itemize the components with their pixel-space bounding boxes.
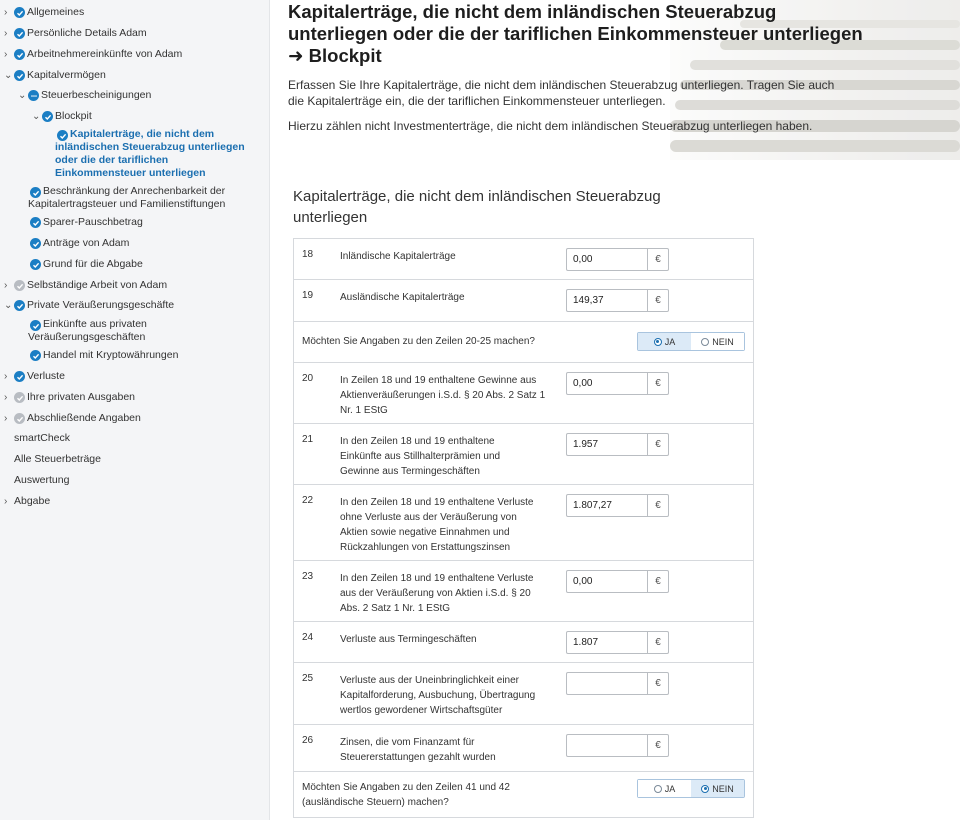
check-circle-icon	[14, 7, 25, 18]
option-nein[interactable]: NEIN	[691, 333, 744, 350]
sidebar-item-selbstaendige-arbeit[interactable]: › Selbständige Arbeit von Adam	[4, 279, 168, 291]
sidebar-navigation	[0, 0, 270, 820]
sidebar-item-steuerbescheinigungen[interactable]: ⌄ Steuerbescheinigungen	[18, 89, 152, 101]
radio-unchecked-icon	[701, 338, 709, 346]
euro-icon: €	[648, 672, 669, 695]
sidebar-item-antraege[interactable]: Anträge von Adam	[30, 237, 129, 250]
ja-nein-toggle[interactable]	[637, 779, 745, 798]
table-row-21: 21 In den Zeilen 18 und 19 enthaltene Einkünfte aus Stillhalterprämien und Gewinne aus Termingeschäften 1.957 €	[294, 424, 753, 485]
check-circle-icon	[14, 49, 25, 60]
sidebar-item-allgemeines[interactable]: › Allgemeines	[4, 6, 85, 18]
check-circle-icon	[30, 238, 41, 249]
sidebar-item-krypto[interactable]: Handel mit Kryptowährungen	[30, 349, 178, 362]
check-circle-icon	[30, 320, 41, 331]
sidebar-item-arbeitnehmereinkuenfte[interactable]: › Arbeitnehmereinkünfte von Adam	[4, 48, 183, 60]
check-circle-icon	[30, 350, 41, 361]
euro-icon: €	[648, 631, 669, 654]
amount-input-22[interactable]: 1.807,27 €	[566, 494, 669, 517]
option-ja[interactable]: JA	[638, 333, 691, 350]
euro-icon: €	[648, 248, 669, 271]
amount-input-21[interactable]: 1.957 €	[566, 433, 669, 456]
radio-unchecked-icon	[654, 785, 662, 793]
check-circle-icon	[30, 187, 41, 198]
check-circle-partial-icon	[14, 392, 25, 403]
sidebar-item-private-ausgaben[interactable]: › Ihre privaten Ausgaben	[4, 391, 135, 403]
table-row-26: 26 Zinsen, die vom Finanzamt für Steuererstattungen gezahlt wurden €	[294, 725, 753, 772]
euro-icon: €	[648, 570, 669, 593]
euro-icon: €	[648, 289, 669, 312]
check-circle-icon	[42, 111, 53, 122]
sidebar-item-alle-steuerbetraege[interactable]: Alle Steuerbeträge	[14, 453, 101, 465]
check-circle-icon	[57, 130, 68, 141]
chevron-right-icon: ›	[4, 49, 8, 60]
sidebar-item-beschraenkung[interactable]: Beschränkung der Anrechenbarkeit der Kapitalertragsteuer und Familienstiftungen	[28, 185, 226, 210]
table-row-22: 22 In den Zeilen 18 und 19 enthaltene Verluste ohne Verluste aus der Veräußerung von Aktien sowie negative Einnahmen und Rückzahlungen von Erstattungszinsen 1.807,27 €	[294, 485, 753, 561]
intro-note: Hierzu zählen nicht Investmenterträge, die nicht dem inländischen Steuerabzug unterliegen haben.	[288, 119, 813, 133]
chevron-right-icon: ›	[4, 28, 8, 39]
sidebar-item-blockpit[interactable]: ⌄ Blockpit	[32, 110, 92, 122]
question-row-zeilen-20-25: Möchten Sie Angaben zu den Zeilen 20-25 machen? JA NEIN	[294, 322, 753, 363]
amount-input-19[interactable]: 149,37 €	[566, 289, 669, 312]
table-row-23: 23 In den Zeilen 18 und 19 enthaltene Verluste aus der Veräußerung von Aktien i.S.d. § 20 Abs. 2 Satz 1 Nr. 1 EStG 0,00 €	[294, 561, 753, 622]
sidebar-item-kapitalvermoegen[interactable]: ⌄ Kapitalvermögen	[4, 69, 106, 81]
chevron-right-icon: ›	[4, 280, 8, 291]
check-circle-icon	[14, 300, 25, 311]
check-circle-pending-icon	[14, 413, 25, 424]
euro-icon: €	[648, 433, 669, 456]
page-title: Kapitalerträge, die nicht dem inländischen Steuerabzug unterliegen oder die der tariflichen Einkommensteuer unterliegen ➜ Blockpit	[288, 1, 863, 66]
chevron-right-icon: ›	[4, 392, 8, 403]
chevron-down-icon: ⌄	[18, 90, 27, 101]
check-circle-icon	[14, 70, 25, 81]
amount-input-23[interactable]: 0,00 €	[566, 570, 669, 593]
amount-input-26[interactable]	[566, 734, 669, 757]
chevron-right-icon: ›	[4, 496, 8, 507]
chevron-right-icon: ›	[4, 7, 8, 18]
sidebar-item-grund-abgabe[interactable]: Grund für die Abgabe	[30, 258, 143, 271]
amount-input-18[interactable]: 0,00 €	[566, 248, 669, 271]
option-ja[interactable]: JA	[638, 780, 691, 797]
euro-icon: €	[648, 734, 669, 757]
sidebar-item-auswertung[interactable]: Auswertung	[14, 474, 70, 486]
sidebar-item-sparer-pauschbetrag[interactable]: Sparer-Pauschbetrag	[30, 216, 143, 229]
check-circle-partial-icon	[14, 280, 25, 291]
sidebar-item-smartcheck[interactable]: smartCheck	[14, 432, 71, 444]
amount-input-25[interactable]	[566, 672, 669, 695]
table-row-24: 24 Verluste aus Termingeschäften 1.807 €	[294, 622, 753, 663]
table-row-18: 18 Inländische Kapitalerträge 0,00 €	[294, 239, 753, 280]
radio-checked-icon	[654, 338, 662, 346]
table-row-19: 19 Ausländische Kapitalerträge 149,37 €	[294, 280, 753, 322]
table-row-20: 20 In Zeilen 18 und 19 enthaltene Gewinne aus Aktienveräußerungen i.S.d. § 20 Abs. 2 Satz 1 Nr. 1 EStG 0,00 €	[294, 363, 753, 424]
amount-input-24[interactable]: 1.807 €	[566, 631, 669, 654]
chevron-down-icon: ⌄	[32, 111, 41, 122]
chevron-right-icon: ›	[4, 371, 8, 382]
sidebar-item-abschliessende-angaben[interactable]: › Abschließende Angaben	[4, 412, 141, 424]
chevron-down-icon: ⌄	[4, 70, 13, 81]
question-row-zeilen-41-42: Möchten Sie Angaben zu den Zeilen 41 und 42 (ausländische Steuern) machen? JA NEIN	[294, 772, 753, 818]
sidebar-item-kapitalertraege-active[interactable]: Kapitalerträge, die nicht dem inländischen Steuerabzug unterliegen oder die der tariflichen Einkommensteuer unterliegen	[55, 128, 245, 179]
sidebar-item-abgabe[interactable]: › Abgabe	[4, 495, 51, 507]
check-circle-icon	[30, 217, 41, 228]
check-circle-icon	[14, 28, 25, 39]
section-title: Kapitalerträge, die nicht dem inländischen Steuerabzug unterliegen	[293, 188, 661, 226]
check-circle-icon	[30, 259, 41, 270]
sidebar-item-private-veraeusserungsgeschaefte[interactable]: ⌄ Private Veräußerungsgeschäfte	[4, 299, 175, 311]
sidebar-item-einkuenfte-private-veraeusserung[interactable]: Einkünfte aus privaten Veräußerungsgeschäften	[28, 318, 147, 343]
chevron-down-icon: ⌄	[4, 300, 13, 311]
intro-paragraph: Erfassen Sie Ihre Kapitalerträge, die nicht dem inländischen Steuerabzug unterliegen. Tragen Sie auch die Kapitalerträge ein, die der tariflichen Einkommensteuer unterliegen.	[288, 78, 835, 108]
amount-input-20[interactable]: 0,00 €	[566, 372, 669, 395]
sidebar-item-verluste[interactable]: › Verluste	[4, 370, 65, 382]
euro-icon: €	[648, 494, 669, 517]
form-table	[293, 238, 754, 818]
option-nein[interactable]: NEIN	[691, 780, 744, 797]
chevron-right-icon: ›	[4, 413, 8, 424]
radio-checked-icon	[701, 785, 709, 793]
more-dots-icon	[28, 90, 39, 101]
ja-nein-toggle[interactable]	[637, 332, 745, 351]
euro-icon: €	[648, 372, 669, 395]
table-row-25: 25 Verluste aus der Uneinbringlichkeit einer Kapitalforderung, Ausbuchung, Übertragung wertlos gewordener Wirtschaftsgüter €	[294, 663, 753, 725]
sidebar-item-persoenliche-details[interactable]: › Persönliche Details Adam	[4, 27, 147, 39]
check-circle-icon	[14, 371, 25, 382]
